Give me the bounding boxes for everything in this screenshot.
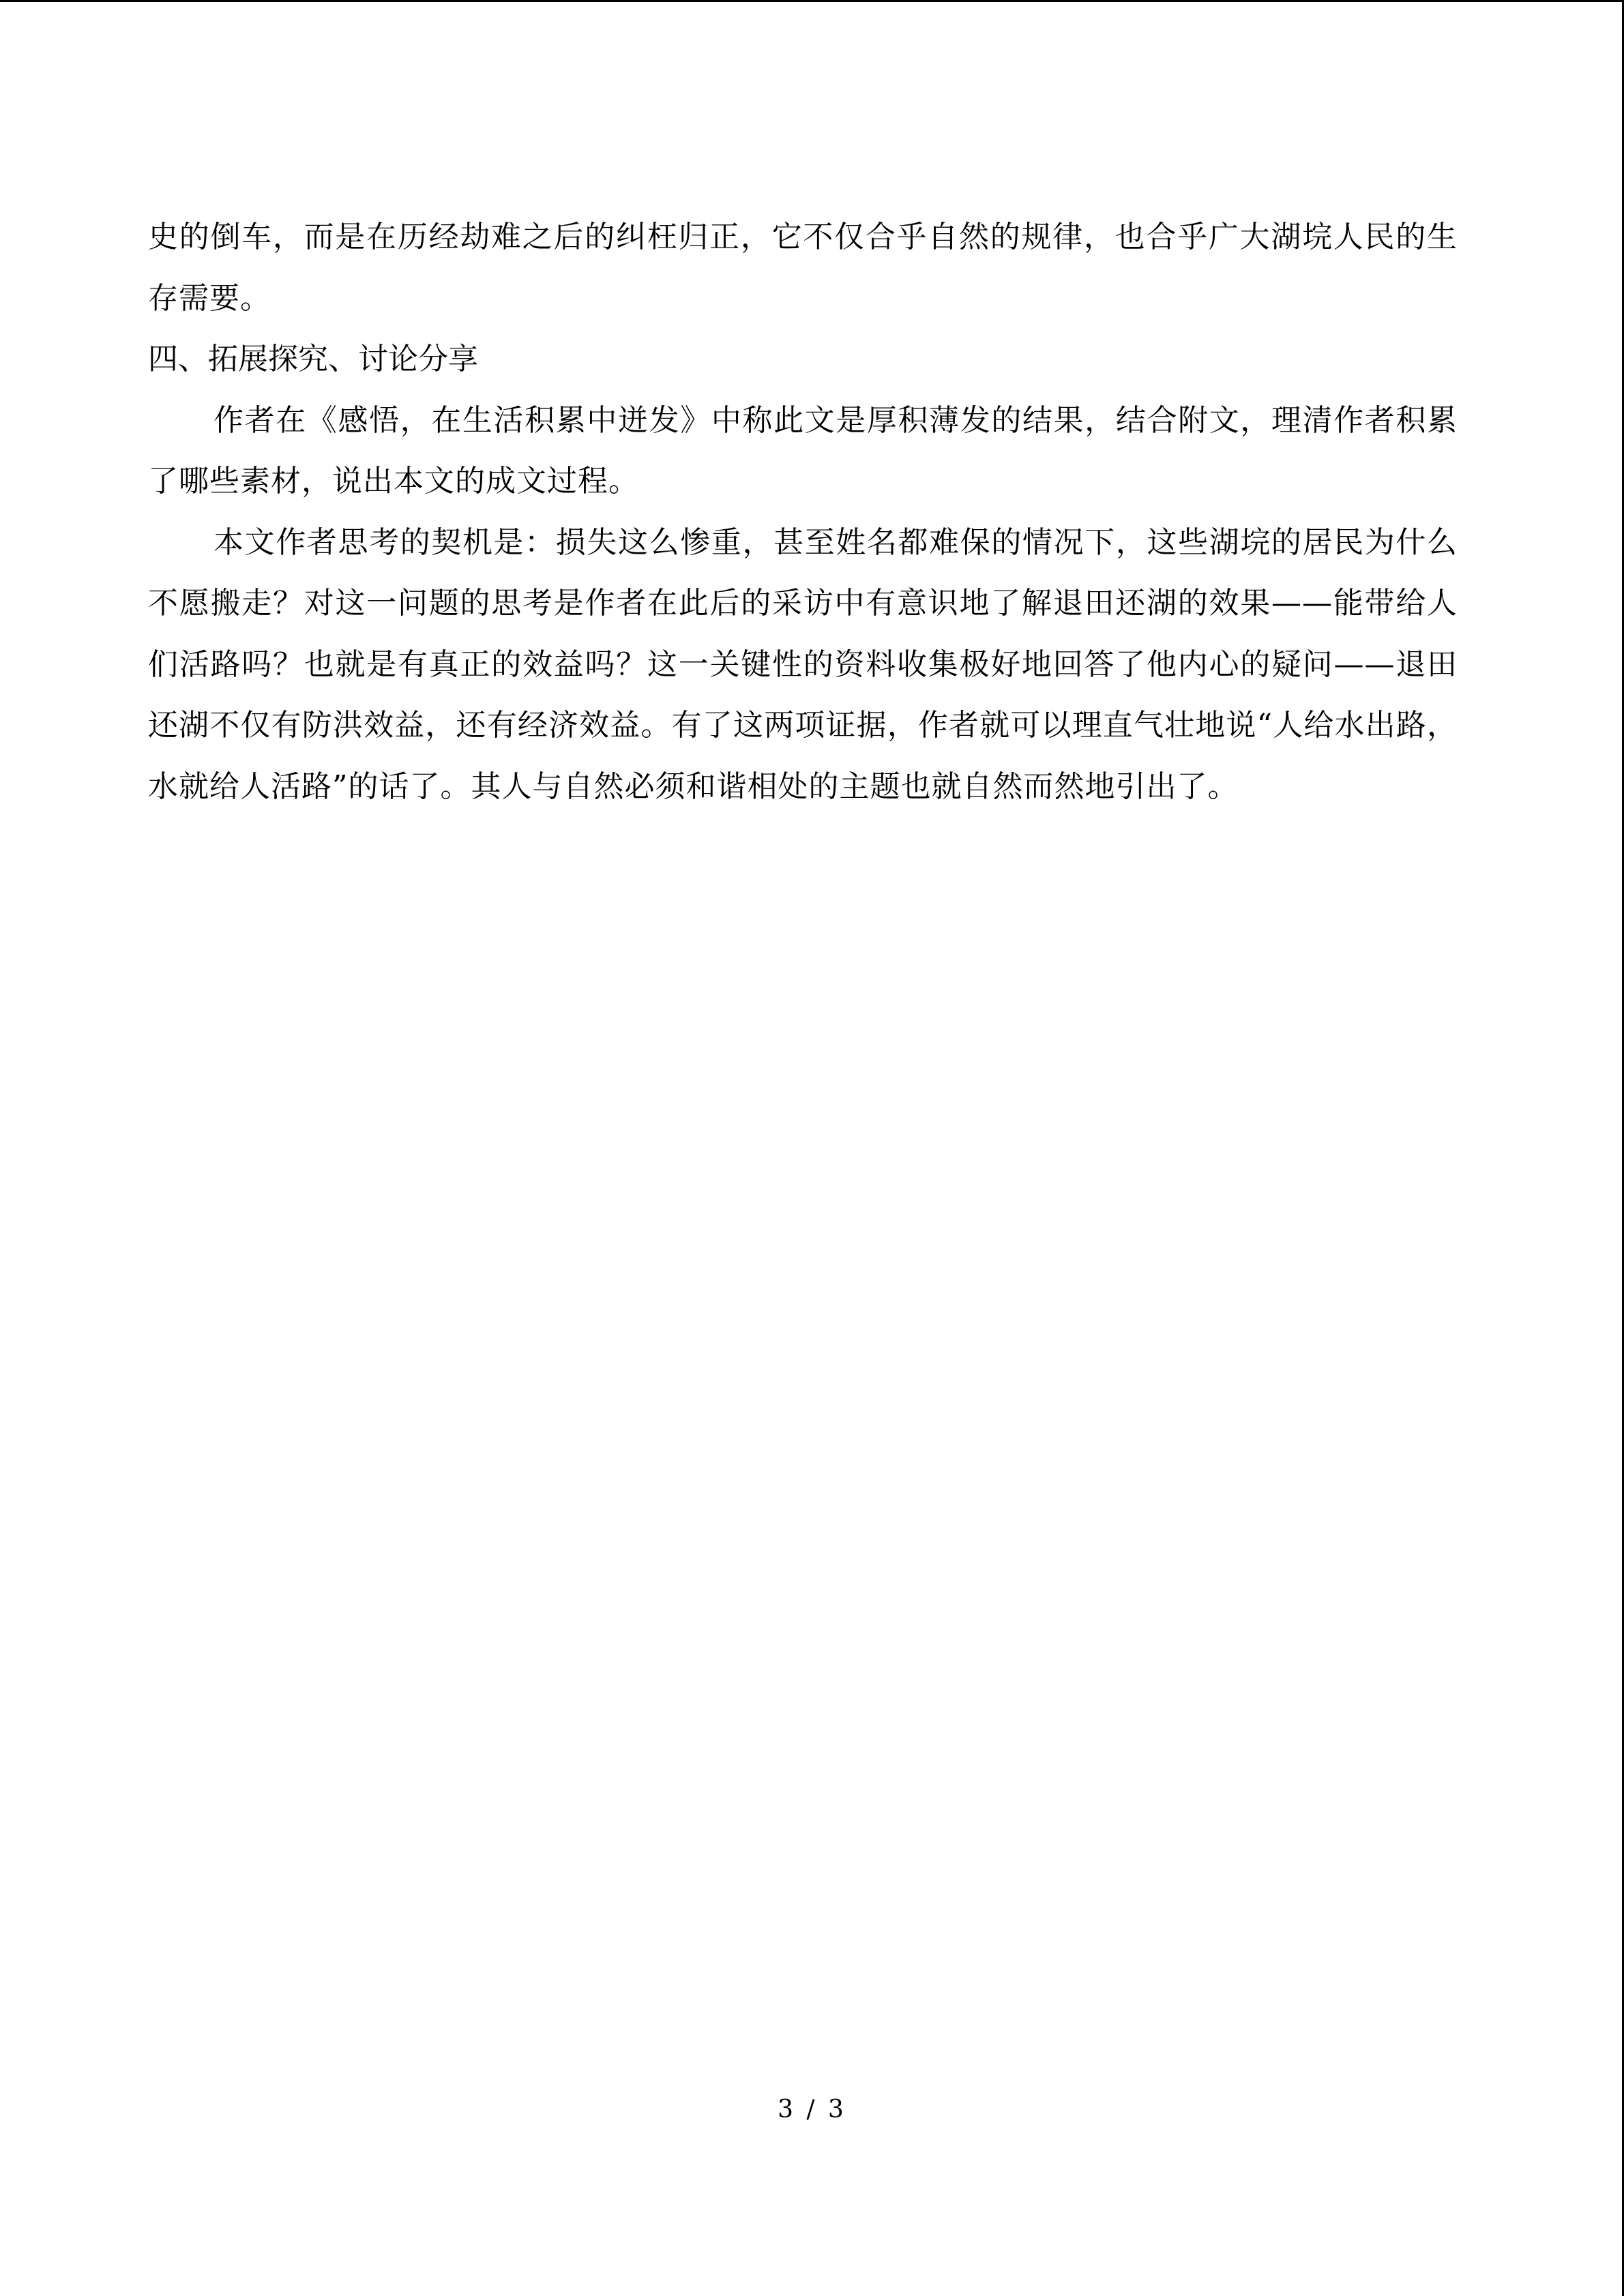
document-body: [148, 207, 1458, 817]
section-heading: 四、拓展探究、讨论分享: [148, 342, 478, 376]
paragraph-answer: 本文作者思考的契机是：损失这么惨重，甚至姓名都难保的情况下，这些湖垸的居民为什么不愿搬走？对这一问题的思考是作者在此后的采访中有意识地了解退田还湖的效果——能带给人们活路吗？也就是有真正的效益吗？这一关键性的资料收集极好地回答了他内心的疑问——退田还湖不仅有防洪效益，还有经济效益。有了这两项证据，作者就可以理直气壮地说“人给水出路，水就给人活路”的话了。其人与自然必须和谐相处的主题也就自然而然地引出了。: [148, 524, 1458, 804]
page-number: 3 / 3: [778, 2096, 846, 2123]
paragraph-continuation: 史的倒车，而是在历经劫难之后的纠枉归正，它不仅合乎自然的规律，也合乎广大湖垸人民的生存需要。: [148, 220, 1458, 316]
paragraph-question: 作者在《感悟，在生活积累中迸发》中称此文是厚积薄发的结果，结合附文，理清作者积累了哪些素材，说出本文的成文过程。: [148, 402, 1458, 498]
